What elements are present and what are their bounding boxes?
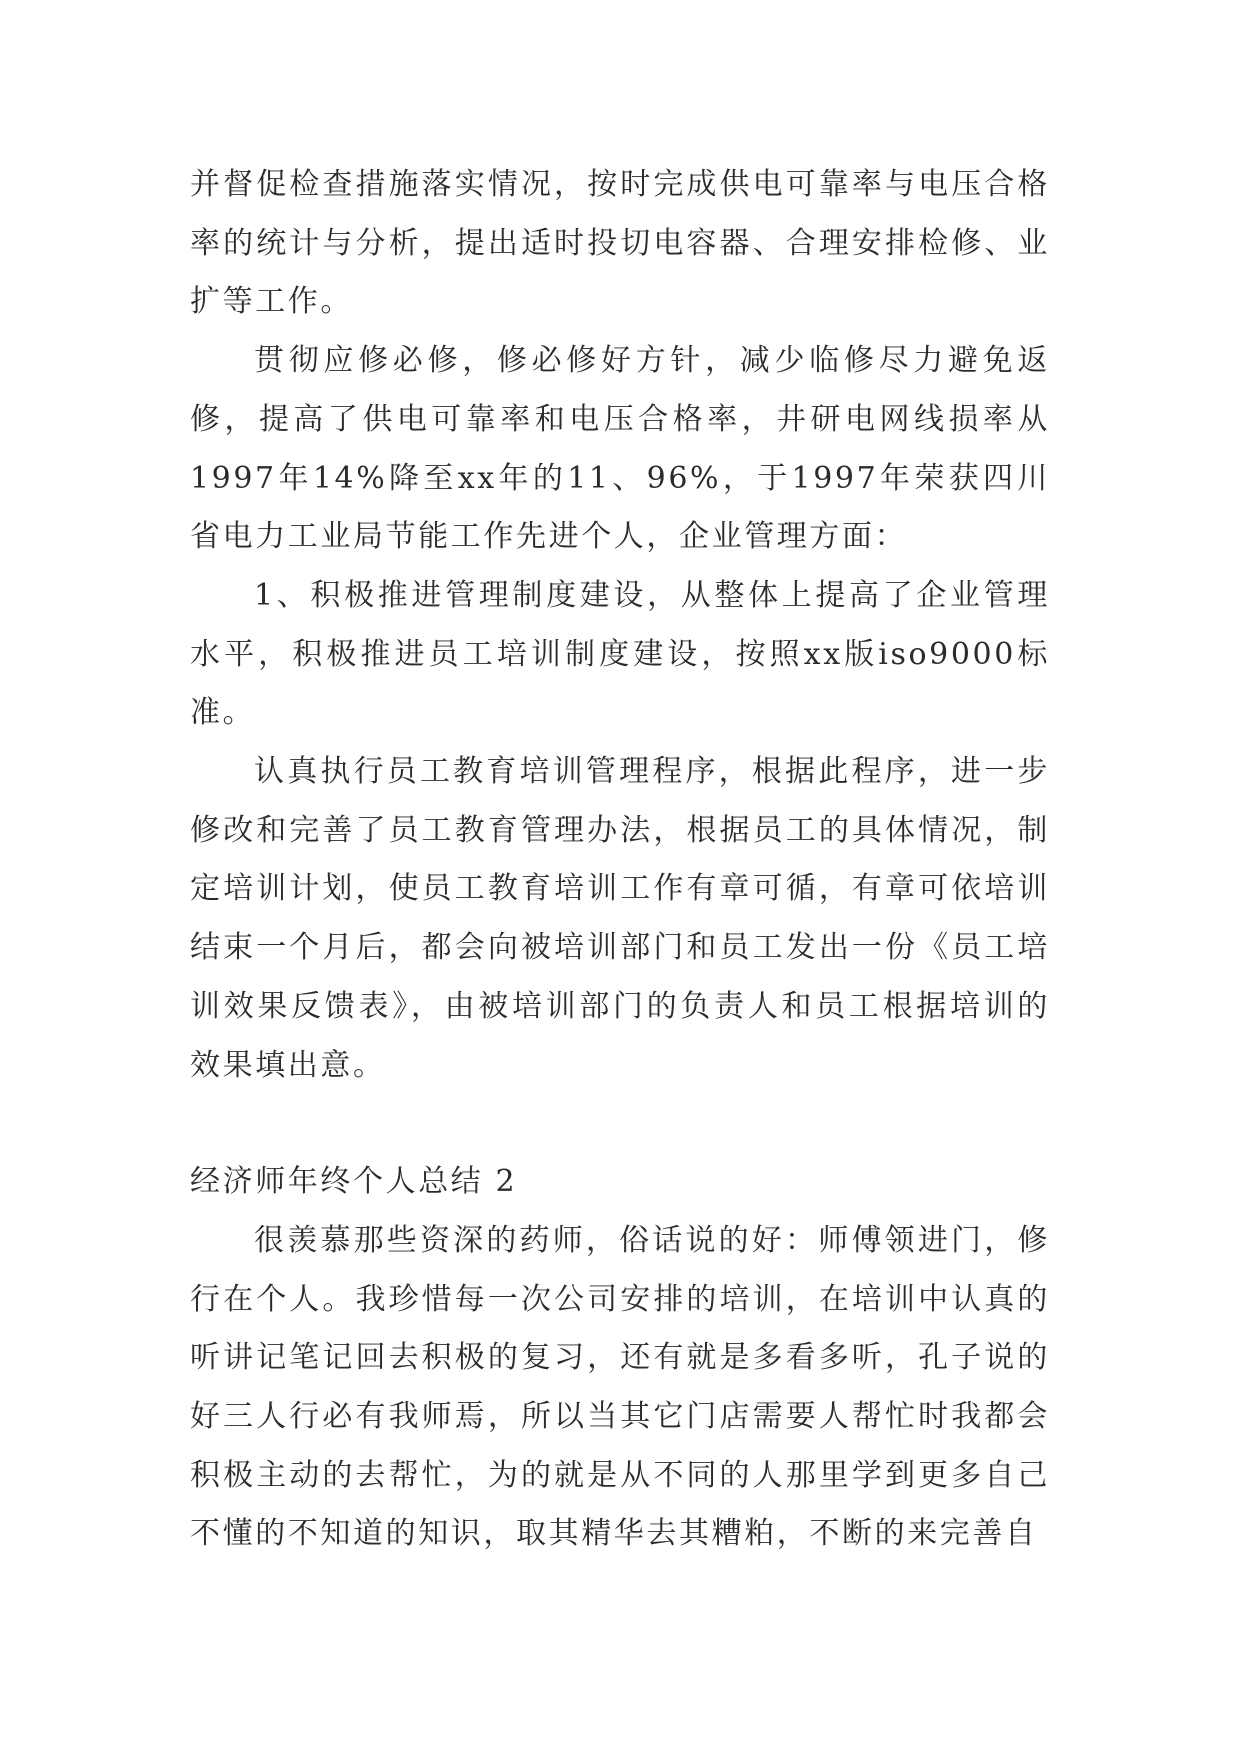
paragraph-3: 1、积极推进管理制度建设，从整体上提高了企业管理水平，积极推进员工培训制度建设，按照xx版iso9000标准。: [190, 577, 1050, 731]
section-paragraph-1: 很羡慕那些资深的药师，俗话说的好：师傅领进门，修行在个人。我珍惜每一次公司安排的培训，在培训中认真的听讲记笔记回去积极的复习，还有就是多看多听，孔子说的好三人行必有我师焉，所以当其它门店需要人帮忙时我都会积极主动的去帮忙，为的就是从不同的人那里学到更多自己不懂的不知道的知识，取其精华去其糟粕，不断的来完善自: [190, 1222, 1050, 1552]
section-title: 经济师年终个人总结 2: [190, 1164, 518, 1200]
paragraph-1: 并督促检查措施落实情况，按时完成供电可靠率与电压合格率的统计与分析，提出适时投切电容器、合理安排检修、业扩等工作。: [190, 167, 1050, 320]
paragraph-4: 认真执行员工教育培训管理程序，根据此程序，进一步修改和完善了员工教育管理办法，根据员工的具体情况，制定培训计划，使员工教育培训工作有章可循，有章可依培训结束一个月后，都会向被培训部门和员工发出一份《员工培训效果反馈表》，由被培训部门的负责人和员工根据培训的效果填出意。: [190, 754, 1050, 1083]
paragraph-2: 贯彻应修必修，修必修好方针，减少临修尽力避免返修，提高了供电可靠率和电压合格率，井研电网线损率从1997年14%降至xx年的11、96%，于1997年荣获四川省电力工业局节能工作先进个人，企业管理方面：: [190, 343, 1050, 555]
document-body: [190, 156, 1050, 1564]
